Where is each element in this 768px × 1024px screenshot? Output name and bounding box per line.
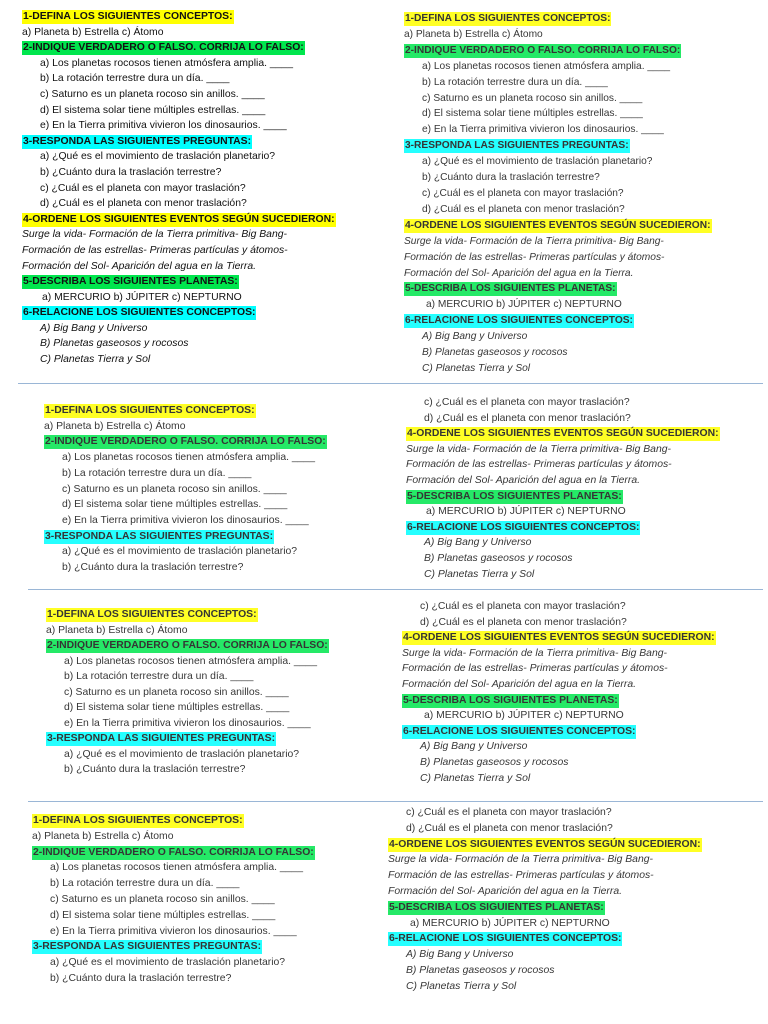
question-item: d) ¿Cuál es el planeta con menor traslación?: [422, 203, 625, 215]
tf-item: b) La rotación terrestre dura un día. ____: [422, 76, 608, 88]
question-item: d) ¿Cuál es el planeta con menor traslación?: [40, 198, 247, 210]
question-item: d) ¿Cuál es el planeta con menor traslación?: [424, 412, 631, 424]
heading-order-events: 4-ORDENE LOS SIGUIENTES EVENTOS SEGÚN SUCEDIERON:: [403, 632, 715, 644]
heading-describe-planets: 5-DESCRIBA LOS SIGUIENTES PLANETAS:: [389, 901, 604, 913]
question-item: c) ¿Cuál es el planeta con mayor traslación?: [40, 182, 246, 194]
worksheet-row2-right: [406, 395, 720, 582]
define-items: a) Planeta b) Estrella c) Átomo: [22, 26, 164, 38]
define-items: a) Planeta b) Estrella c) Átomo: [44, 420, 186, 432]
define-items: a) Planeta b) Estrella c) Átomo: [46, 624, 188, 636]
relate-item: C) Planetas Tierra y Sol: [422, 362, 531, 374]
event-line: Surge la vida- Formación de la Tierra primitiva- Big Bang-: [22, 229, 287, 241]
heading-define: 1-DEFINA LOS SIGUIENTES CONCEPTOS:: [405, 13, 611, 24]
heading-relate: 6-RELACIONE LOS SIGUIENTES CONCEPTOS:: [405, 315, 633, 327]
tf-item: e) En la Tierra primitiva vivieron los dinosaurios. ____: [64, 717, 311, 729]
event-line: Formación del Sol- Aparición del agua en la Tierra.: [22, 260, 257, 272]
heading-relate: 6-RELACIONE LOS SIGUIENTES CONCEPTOS:: [403, 725, 636, 737]
relate-item: C) Planetas Tierra y Sol: [424, 568, 535, 580]
relate-item: B) Planetas gaseosos y rocosos: [40, 338, 189, 350]
tf-item: c) Saturno es un planeta rocoso sin anillos. ____: [62, 483, 287, 495]
heading-describe-planets: 5-DESCRIBA LOS SIGUIENTES PLANETAS:: [403, 694, 618, 706]
tf-item: a) Los planetas rocosos tienen atmósfera amplia. ____: [40, 57, 293, 69]
heading-order-events: 4-ORDENE LOS SIGUIENTES EVENTOS SEGÚN SUCEDIERON:: [407, 428, 719, 440]
planet-items: a) MERCURIO b) JÚPITER c) NEPTURNO: [42, 291, 242, 303]
heading-define: 1-DEFINA LOS SIGUIENTES CONCEPTOS:: [47, 609, 257, 620]
question-item: b) ¿Cuánto dura la traslación terrestre?: [422, 172, 600, 184]
tf-item: d) El sistema solar tiene múltiples estrellas. ____: [62, 499, 288, 511]
heading-define: 1-DEFINA LOS SIGUIENTES CONCEPTOS:: [23, 11, 233, 22]
relate-item: B) Planetas gaseosos y rocosos: [424, 552, 573, 564]
worksheet-top-left: [22, 9, 336, 368]
section-divider: [18, 383, 763, 384]
question-item: a) ¿Qué es el movimiento de traslación planetario?: [422, 156, 653, 168]
relate-item: A) Big Bang y Universo: [424, 537, 532, 549]
heading-define: 1-DEFINA LOS SIGUIENTES CONCEPTOS:: [33, 815, 243, 826]
relate-item: A) Big Bang y Universo: [40, 322, 148, 334]
planet-items: a) MERCURIO b) JÚPITER c) NEPTURNO: [426, 506, 626, 518]
event-line: Formación de las estrellas- Primeras partículas y átomos-: [22, 244, 288, 256]
tf-item: d) El sistema solar tiene múltiples estrellas. ____: [64, 702, 290, 713]
heading-describe-planets: 5-DESCRIBA LOS SIGUIENTES PLANETAS:: [405, 283, 616, 295]
heading-true-false: 2-INDIQUE VERDADERO O FALSO. CORRIJA LO FALSO:: [45, 436, 326, 448]
tf-item: b) La rotación terrestre dura un día. ____: [40, 73, 230, 85]
planet-items: a) MERCURIO b) JÚPITER c) NEPTURNO: [424, 710, 624, 722]
tf-item: d) El sistema solar tiene múltiples estrellas. ____: [40, 104, 266, 116]
heading-describe-planets: 5-DESCRIBA LOS SIGUIENTES PLANETAS:: [23, 276, 238, 288]
event-line: Formación de las estrellas- Primeras partículas y átomos-: [388, 870, 654, 882]
question-item: d) ¿Cuál es el planeta con menor traslación?: [420, 616, 627, 628]
question-item: c) ¿Cuál es el planeta con mayor traslación?: [422, 187, 624, 199]
tf-item: a) Los planetas rocosos tienen atmósfera amplia. ____: [64, 655, 317, 667]
tf-item: e) En la Tierra primitiva vivieron los dinosaurios. ____: [62, 514, 309, 526]
question-item: a) ¿Qué es el movimiento de traslación planetario?: [50, 957, 286, 969]
tf-item: a) Los planetas rocosos tienen atmósfera amplia. ____: [62, 452, 315, 464]
event-line: Surge la vida- Formación de la Tierra primitiva- Big Bang-: [406, 443, 671, 455]
event-line: Formación de las estrellas- Primeras partículas y átomos-: [404, 251, 665, 263]
question-item: a) ¿Qué es el movimiento de traslación planetario?: [40, 151, 276, 163]
question-item: c) ¿Cuál es el planeta con mayor traslación?: [420, 601, 626, 612]
tf-item: c) Saturno es un planeta rocoso sin anillos. ____: [40, 88, 265, 100]
event-line: Formación del Sol- Aparición del agua en la Tierra.: [404, 267, 634, 279]
worksheet-row4-right: [388, 805, 702, 995]
question-item: c) ¿Cuál es el planeta con mayor traslación?: [424, 397, 630, 408]
tf-item: b) La rotación terrestre dura un día. ____: [62, 467, 252, 479]
tf-item: a) Los planetas rocosos tienen atmósfera amplia. ____: [50, 862, 303, 874]
heading-describe-planets: 5-DESCRIBA LOS SIGUIENTES PLANETAS:: [407, 490, 622, 502]
heading-questions: 3-RESPONDA LAS SIGUIENTES PREGUNTAS:: [33, 941, 262, 953]
define-items: a) Planeta b) Estrella c) Átomo: [32, 830, 174, 842]
heading-order-events: 4-ORDENE LOS SIGUIENTES EVENTOS SEGÚN SUCEDIERON:: [405, 219, 711, 231]
event-line: Surge la vida- Formación de la Tierra primitiva- Big Bang-: [404, 235, 664, 247]
event-line: Formación del Sol- Aparición del agua en la Tierra.: [406, 474, 641, 486]
heading-questions: 3-RESPONDA LAS SIGUIENTES PREGUNTAS:: [47, 733, 276, 744]
event-line: Formación del Sol- Aparición del agua en la Tierra.: [388, 885, 623, 897]
relate-item: A) Big Bang y Universo: [420, 741, 528, 753]
tf-item: c) Saturno es un planeta rocoso sin anillos. ____: [64, 686, 289, 698]
tf-item: a) Los planetas rocosos tienen atmósfera amplia. ____: [422, 60, 671, 72]
event-line: Formación de las estrellas- Primeras partículas y átomos-: [406, 459, 672, 471]
relate-item: A) Big Bang y Universo: [422, 331, 528, 343]
relate-item: B) Planetas gaseosos y rocosos: [406, 964, 555, 976]
heading-relate: 6-RELACIONE LOS SIGUIENTES CONCEPTOS:: [407, 521, 640, 533]
heading-relate: 6-RELACIONE LOS SIGUIENTES CONCEPTOS:: [389, 933, 622, 945]
event-line: Surge la vida- Formación de la Tierra primitiva- Big Bang-: [388, 854, 653, 866]
tf-item: e) En la Tierra primitiva vivieron los dinosaurios. ____: [50, 925, 297, 937]
heading-questions: 3-RESPONDA LAS SIGUIENTES PREGUNTAS:: [23, 135, 252, 147]
relate-item: C) Planetas Tierra y Sol: [406, 980, 517, 992]
heading-true-false: 2-INDIQUE VERDADERO O FALSO. CORRIJA LO FALSO:: [33, 846, 314, 858]
define-items: a) Planeta b) Estrella c) Átomo: [404, 28, 543, 40]
planet-items: a) MERCURIO b) JÚPITER c) NEPTURNO: [410, 917, 610, 929]
section-divider: [28, 589, 763, 590]
relate-item: A) Big Bang y Universo: [406, 949, 514, 961]
event-line: Formación de las estrellas- Primeras partículas y átomos-: [402, 663, 668, 675]
event-line: Formación del Sol- Aparición del agua en la Tierra.: [402, 678, 637, 690]
question-item: b) ¿Cuánto dura la traslación terrestre?: [62, 562, 244, 574]
relate-item: C) Planetas Tierra y Sol: [40, 354, 151, 366]
heading-relate: 6-RELACIONE LOS SIGUIENTES CONCEPTOS:: [23, 307, 256, 319]
tf-item: c) Saturno es un planeta rocoso sin anillos. ____: [50, 893, 275, 905]
worksheet-row3-right: [402, 599, 716, 786]
tf-item: b) La rotación terrestre dura un día. ____: [64, 671, 254, 682]
question-item: b) ¿Cuánto dura la traslación terrestre?: [40, 166, 222, 178]
heading-true-false: 2-INDIQUE VERDADERO O FALSO. CORRIJA LO FALSO:: [23, 42, 304, 54]
heading-true-false: 2-INDIQUE VERDADERO O FALSO. CORRIJA LO FALSO:: [47, 640, 328, 651]
heading-order-events: 4-ORDENE LOS SIGUIENTES EVENTOS SEGÚN SUCEDIERON:: [23, 213, 335, 225]
question-item: b) ¿Cuánto dura la traslación terrestre?: [64, 764, 246, 775]
tf-item: d) El sistema solar tiene múltiples estrellas. ____: [422, 108, 643, 120]
heading-define: 1-DEFINA LOS SIGUIENTES CONCEPTOS:: [45, 405, 255, 416]
relate-item: B) Planetas gaseosos y rocosos: [422, 347, 568, 359]
question-item: a) ¿Qué es el movimiento de traslación planetario?: [64, 748, 300, 760]
worksheet-top-right: [404, 11, 712, 377]
relate-item: C) Planetas Tierra y Sol: [420, 772, 531, 784]
worksheet-row3-left: [46, 607, 329, 778]
heading-questions: 3-RESPONDA LAS SIGUIENTES PREGUNTAS:: [45, 530, 274, 542]
heading-questions: 3-RESPONDA LAS SIGUIENTES PREGUNTAS:: [405, 140, 629, 152]
question-item: b) ¿Cuánto dura la traslación terrestre?: [50, 972, 232, 984]
worksheet-row4-left: [32, 813, 315, 987]
relate-item: B) Planetas gaseosos y rocosos: [420, 756, 569, 768]
question-item: c) ¿Cuál es el planeta con mayor traslación?: [406, 807, 612, 818]
heading-true-false: 2-INDIQUE VERDADERO O FALSO. CORRIJA LO FALSO:: [405, 44, 681, 56]
section-divider: [28, 801, 763, 802]
event-line: Surge la vida- Formación de la Tierra primitiva- Big Bang-: [402, 647, 667, 659]
tf-item: b) La rotación terrestre dura un día. ____: [50, 878, 240, 890]
tf-item: e) En la Tierra primitiva vivieron los dinosaurios. ____: [422, 124, 664, 136]
tf-item: c) Saturno es un planeta rocoso sin anillos. ____: [422, 92, 643, 104]
question-item: d) ¿Cuál es el planeta con menor traslación?: [406, 822, 613, 834]
worksheet-row2-left: [44, 403, 327, 576]
tf-item: e) En la Tierra primitiva vivieron los dinosaurios. ____: [40, 120, 287, 132]
planet-items: a) MERCURIO b) JÚPITER c) NEPTURNO: [426, 299, 622, 311]
tf-item: d) El sistema solar tiene múltiples estrellas. ____: [50, 909, 276, 921]
heading-order-events: 4-ORDENE LOS SIGUIENTES EVENTOS SEGÚN SUCEDIERON:: [389, 838, 701, 850]
question-item: a) ¿Qué es el movimiento de traslación planetario?: [62, 546, 298, 558]
